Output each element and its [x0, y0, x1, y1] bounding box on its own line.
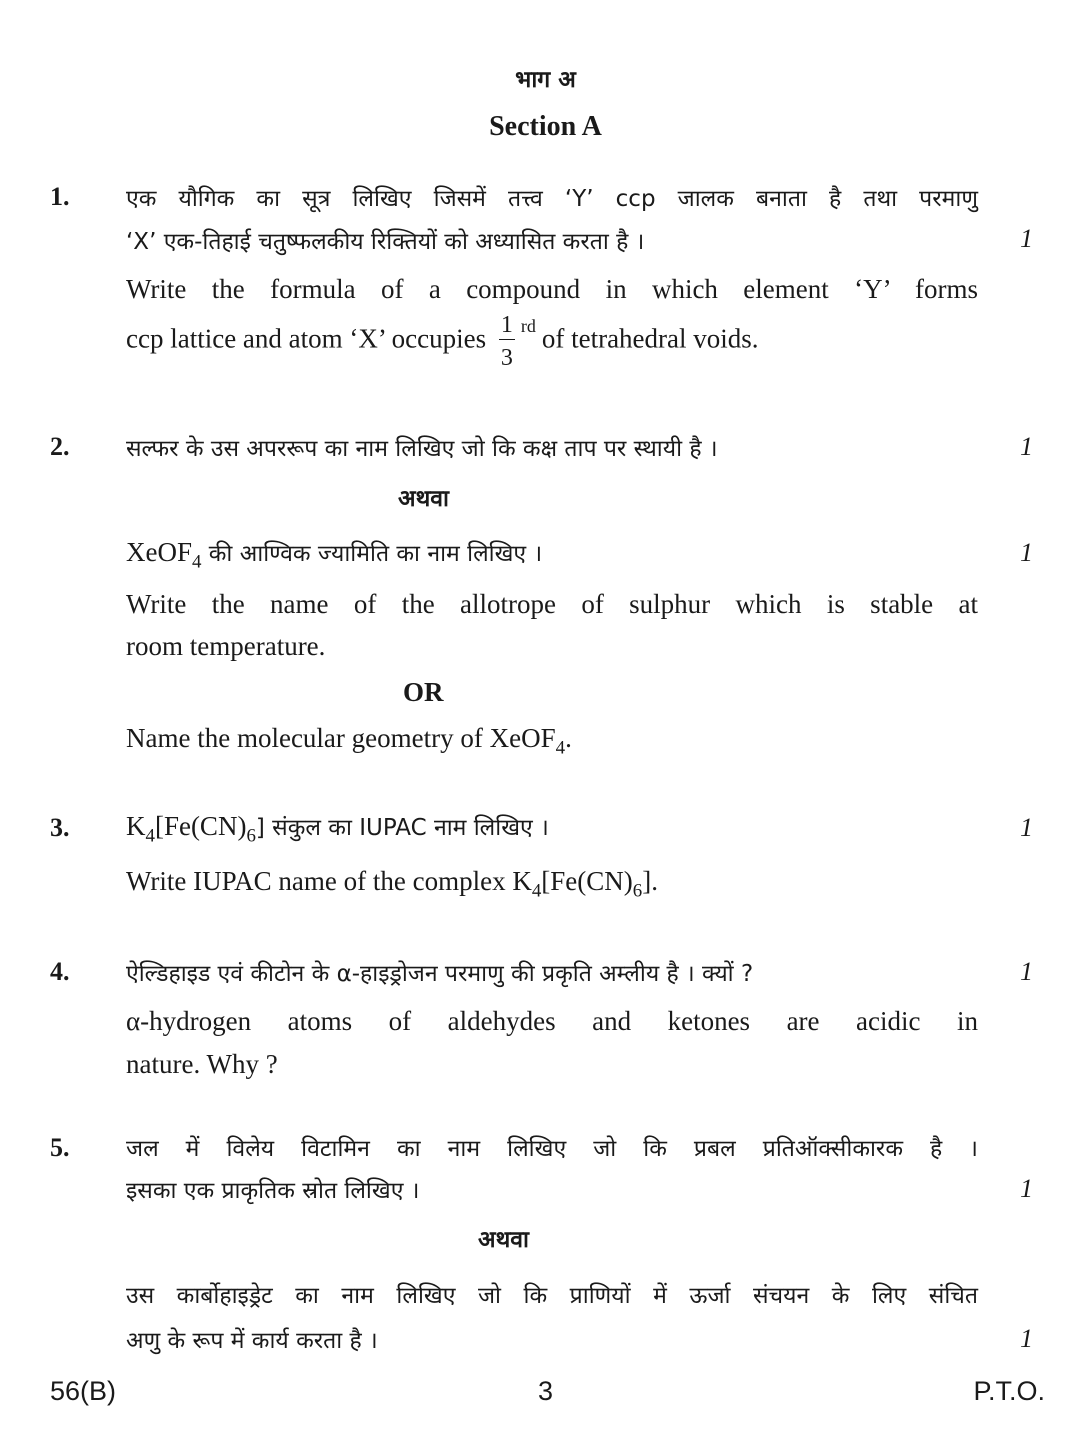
question-5-alternative-line-1: उस कार्बोहाइड्रेट का नाम लिखिए जो कि प्राणियों में ऊर्जा संचयन के लिए संचित	[126, 1283, 978, 1309]
question-1-english-line-2	[126, 313, 759, 370]
question-5-or-hindi: अथवा	[478, 1227, 530, 1253]
question-2-marks: 1	[1020, 432, 1033, 461]
question-3-number: 3.	[50, 813, 70, 842]
period: .	[565, 723, 572, 753]
fraction-denominator: 3	[500, 345, 513, 371]
xeof4-formula	[126, 537, 202, 573]
question-2-or-hindi: अथवा	[398, 486, 450, 512]
question-2-hindi-line-1: सल्फर के उस अपररूप का नाम लिखिए जो कि कक्ष ताप पर स्थायी है ।	[126, 436, 718, 462]
question-2-english-line-1: Write the name of the allotrope of sulphur which is stable at	[126, 589, 978, 619]
alternative-english-text: Name the molecular geometry of XeOF	[126, 723, 556, 753]
question-1-marks: 1	[1020, 224, 1033, 253]
question-1-english-line-2-start: ccp lattice and atom ‘X’ occupies	[126, 323, 487, 354]
question-2-or-english: OR	[403, 677, 444, 707]
question-1-english-line-2-end: of tetrahedral voids.	[541, 323, 759, 354]
question-1-hindi-line-2: ‘X’ एक-तिहाई चतुष्फलकीय रिक्तियों को अध्यासित करता है ।	[126, 229, 645, 255]
question-2-alternative-hindi	[126, 536, 543, 573]
question-4-hindi-line-1: ऐल्डिहाइड एवं कीटोन के α-हाइड्रोजन परमाणु की प्रकृति अम्लीय है । क्यों ?	[126, 961, 754, 987]
fraction-ordinal-suffix: rd	[520, 315, 536, 336]
formula-subscript: 4	[192, 551, 202, 573]
question-2-english-line-2: room temperature.	[126, 631, 326, 661]
formula-subscript: 4	[555, 737, 566, 759]
question-1-number: 1.	[50, 182, 70, 211]
question-4-marks: 1	[1020, 957, 1033, 986]
formula-end: ].	[642, 866, 658, 896]
question-2-alternative-english	[126, 723, 572, 759]
question-4-number: 4.	[50, 957, 70, 986]
formula-middle: [Fe(CN)	[541, 866, 633, 896]
question-3-english	[126, 866, 658, 902]
section-heading-hindi: भाग अ	[515, 67, 576, 93]
question-1-english-line-1: Write the formula of a compound in which element ‘Y’ forms	[126, 274, 978, 304]
question-5-hindi-line-2: इसका एक प्राकृतिक स्रोत लिखिए ।	[126, 1178, 420, 1204]
fraction-numerator: 1	[500, 312, 513, 338]
question-2-alternative-hindi-text: की आण्विक ज्यामिति का नाम लिखिए ।	[201, 541, 543, 567]
question-5-alternative-marks: 1	[1020, 1324, 1033, 1353]
paper-code: 56(B)	[50, 1376, 117, 1406]
question-4-english-line-1: α-hydrogen atoms of aldehydes and ketones are acidic in	[126, 1006, 978, 1036]
question-5-alternative-line-2: अणु के रूप में कार्य करता है ।	[126, 1328, 378, 1354]
please-turn-over: P.T.O.	[973, 1376, 1045, 1406]
page-number: 3	[537, 1376, 554, 1406]
formula-middle: [Fe(CN)	[154, 811, 247, 841]
formula-subscript: 6	[632, 880, 643, 902]
formula-subscript: 4	[145, 825, 155, 847]
complex-formula	[126, 811, 256, 847]
question-2-alternative-marks: 1	[1020, 538, 1033, 567]
question-3-hindi	[126, 810, 549, 847]
formula-subscript: 4	[531, 880, 542, 902]
formula-k: K	[126, 811, 146, 841]
question-2-number: 2.	[50, 432, 70, 461]
question-3-english-text: Write IUPAC name of the complex K	[126, 866, 532, 896]
question-5-marks: 1	[1020, 1174, 1033, 1203]
question-1-hindi-line-1: एक यौगिक का सूत्र लिखिए जिसमें तत्त्व ‘Y’ ccp जालक बनाता है तथा परमाणु	[126, 186, 978, 212]
section-heading-english: Section A	[489, 111, 602, 142]
formula-subscript: 6	[246, 825, 256, 847]
question-3-marks: 1	[1020, 813, 1033, 842]
question-5-hindi-line-1: जल में विलेय विटामिन का नाम लिखिए जो कि प्रबल प्रतिऑक्सीकारक है ।	[126, 1136, 978, 1162]
question-5-number: 5.	[50, 1133, 70, 1162]
formula-text: XeOF	[126, 537, 192, 567]
question-3-hindi-text: ] संकुल का IUPAC नाम लिखिए ।	[255, 815, 549, 841]
one-third-fraction	[499, 313, 515, 370]
question-4-english-line-2: nature. Why ?	[126, 1049, 278, 1079]
